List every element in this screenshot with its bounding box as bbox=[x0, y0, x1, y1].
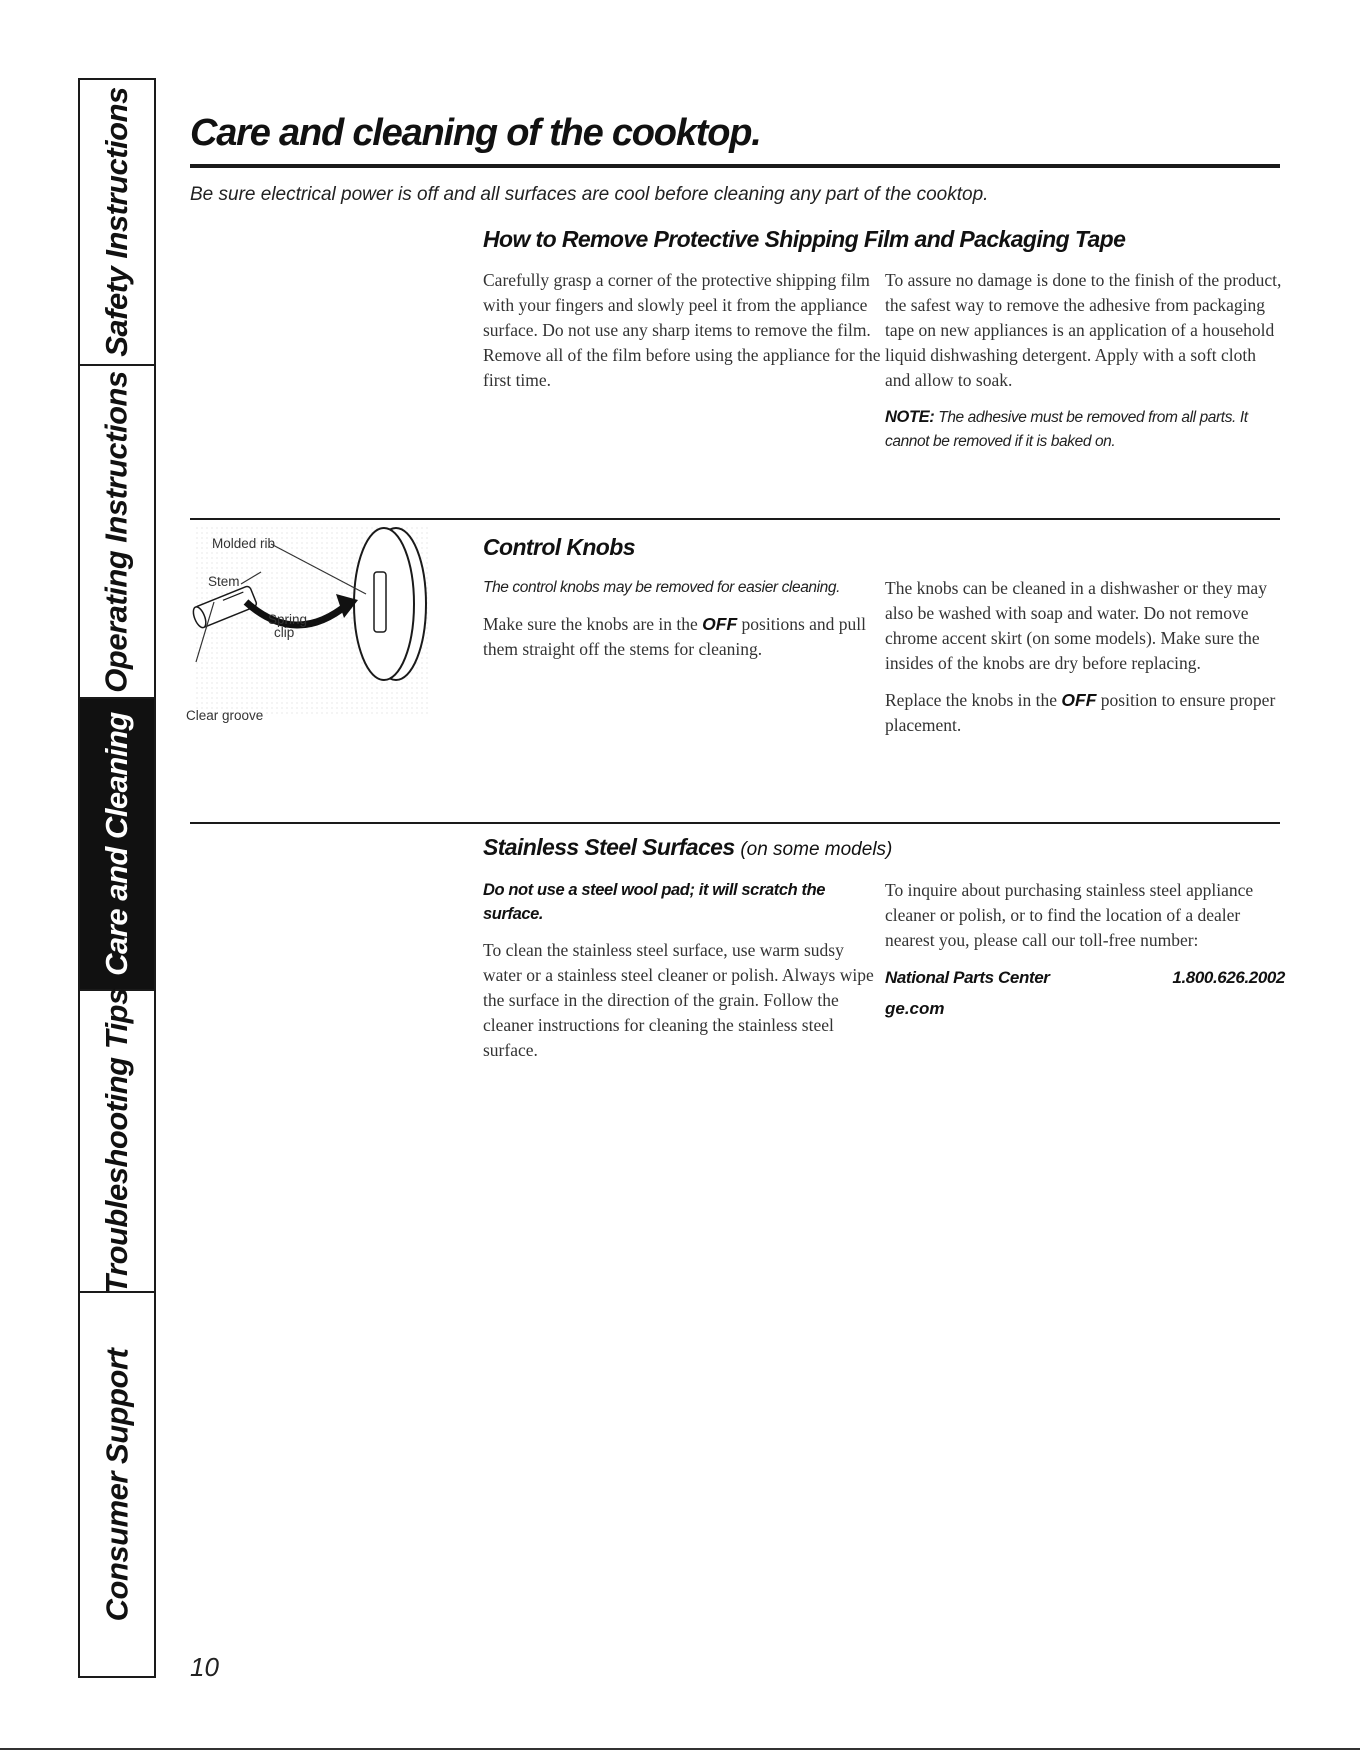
page-title: Care and cleaning of the cooktop. bbox=[190, 112, 761, 154]
label-spring: Spring bbox=[268, 612, 308, 627]
contact-phone[interactable]: 1.800.626.2002 bbox=[1172, 968, 1285, 987]
tab-safety-instructions[interactable] bbox=[80, 80, 154, 366]
control-knobs-right-text: The knobs can be cleaned in a dishwasher or they may also be washed with soap and water. Do not remove chrome accent skirt (on some models). Make sure the insides of the knobs are dry before replacing. bbox=[885, 578, 1267, 673]
control-knobs-right-column bbox=[885, 576, 1285, 750]
shipping-film-right-column bbox=[885, 268, 1285, 466]
tab-care-and-cleaning[interactable] bbox=[80, 699, 154, 991]
note-label: NOTE: bbox=[885, 408, 935, 426]
text-part: positions and pull them straight off the stems for cleaning. bbox=[483, 614, 866, 659]
shipping-film-left-text: Carefully grasp a corner of the protective shipping film with your fingers and slowly peel it from the appliance surface. Do not use any sharp items to remove the film. Remove all of the film before using the appliance for the first time. bbox=[483, 270, 881, 390]
stainless-heading bbox=[483, 834, 892, 861]
tab-label: Safety Instructions bbox=[99, 87, 134, 357]
note-text: The adhesive must be removed from all parts. It cannot be removed if it is baked on. bbox=[885, 409, 1248, 450]
shipping-film-note bbox=[885, 405, 1285, 454]
control-knobs-replace-text bbox=[885, 688, 1285, 738]
text-part: Replace the knobs in the bbox=[885, 690, 1062, 710]
stainless-left-column bbox=[483, 878, 883, 1075]
tab-label: Troubleshooting Tips bbox=[99, 988, 134, 1294]
bottom-divider bbox=[0, 1748, 1360, 1750]
text-part: position to ensure proper placement. bbox=[885, 690, 1276, 735]
label-stem: Stem bbox=[208, 574, 240, 589]
tab-troubleshooting-tips[interactable] bbox=[80, 988, 154, 1294]
control-knobs-heading: Control Knobs bbox=[483, 534, 635, 560]
knob-socket bbox=[374, 572, 386, 632]
off-word: OFF bbox=[702, 614, 738, 634]
stainless-left-text: To clean the stainless steel surface, use warm sudsy water or a stainless steel cleaner or polish. Always wipe the surface in the direction of the grain. Follow the cleaner instructions for cleaning the stainless steel surface. bbox=[483, 940, 874, 1060]
label-molded-rib: Molded rib bbox=[212, 536, 276, 551]
control-knobs-left-column bbox=[483, 576, 883, 674]
shipping-film-right-text: To assure no damage is done to the finish of the product, the safest way to remove the adhesive from packaging tape on new appliances is an application of a household liquid dishwashing detergent. Apply with a soft cloth and allow to soak. bbox=[885, 270, 1282, 390]
stainless-right-text: To inquire about purchasing stainless steel appliance cleaner or polish, or to find the location of a dealer nearest you, please call our toll-free number: bbox=[885, 880, 1254, 950]
tab-consumer-support[interactable] bbox=[80, 1293, 154, 1676]
shipping-film-left-column bbox=[483, 268, 883, 405]
label-clip: clip bbox=[274, 625, 295, 640]
tab-operating-instructions[interactable] bbox=[80, 366, 154, 699]
tab-label: Operating Instructions bbox=[99, 370, 135, 693]
page-subtitle: Be sure electrical power is off and all surfaces are cool before cleaning any part of the cooktop. bbox=[190, 184, 989, 205]
text-part: Make sure the knobs are in the bbox=[483, 614, 703, 634]
stainless-right-column bbox=[885, 878, 1285, 1021]
tab-label: Care and Cleaning bbox=[99, 712, 134, 976]
shipping-film-heading: How to Remove Protective Shipping Film and Packaging Tape bbox=[483, 226, 1126, 252]
stainless-heading-text: Stainless Steel Surfaces bbox=[483, 834, 735, 860]
section-tabs bbox=[78, 78, 156, 1678]
contact-name: National Parts Center bbox=[885, 968, 1050, 987]
control-knobs-intro: The control knobs may be removed for easier cleaning. bbox=[483, 579, 841, 596]
section-divider bbox=[190, 518, 1280, 520]
title-divider bbox=[190, 164, 1280, 168]
section-divider bbox=[190, 822, 1280, 824]
contact-row bbox=[885, 965, 1285, 990]
page-number: 10 bbox=[190, 1652, 219, 1682]
control-knobs-left-text bbox=[483, 612, 883, 662]
website-link[interactable]: ge.com bbox=[885, 999, 945, 1018]
knob-diagram bbox=[186, 522, 456, 727]
stainless-heading-note: (on some models) bbox=[740, 839, 893, 860]
off-word: OFF bbox=[1061, 690, 1097, 710]
tab-label: Consumer Support bbox=[99, 1348, 135, 1621]
label-clear-groove: Clear groove bbox=[186, 708, 264, 723]
stainless-warning: Do not use a steel wool pad; it will scratch the surface. bbox=[483, 881, 826, 923]
